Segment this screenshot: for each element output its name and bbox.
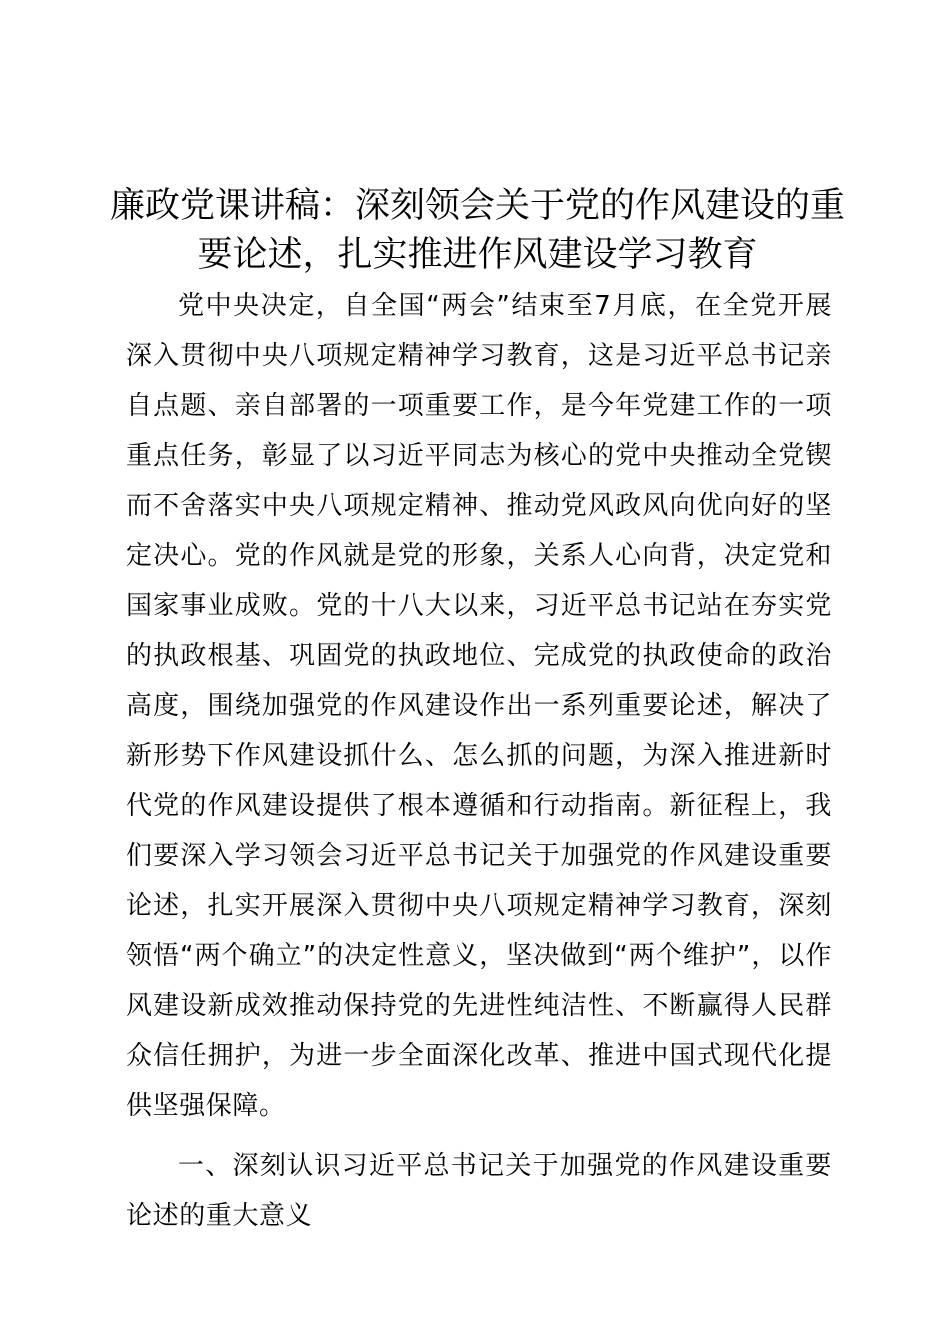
document-title: 廉政党课讲稿：深刻领会关于党的作风建设的重要论述，扎实推进作风建设学习教育 <box>110 186 846 275</box>
document-body <box>126 281 832 1241</box>
section-heading: 一、深刻认识习近平总书记关于加强党的作风建设重要论述的重大意义 <box>126 1151 832 1231</box>
body-paragraph: 党中央决定，自全国“两会”结束至7月底，在全党开展深入贯彻中央八项规定精神学习教育，这是习近平总书记亲自点题、亲自部署的一项重要工作，是今年党建工作的一项重点任务，彰显了以习近平同志为核心的党中央推动全党锲而不舍落实中央八项规定精神、推动党风政风向优向好的坚定决心。党的作风就是党的形象，关系人心向背，决定党和国家事业成败。党的十八大以来，习近平总书记站在夯实党的执政根基、巩固党的执政地位、完成党的执政使命的政治高度，围绕加强党的作风建设作出一系列重要论述，解决了新形势下作风建设抓什么、怎么抓的问题，为深入推进新时代党的作风建设提供了根本遵循和行动指南。新征程上，我们要深入学习领会习近平总书记关于加强党的作风建设重要论述，扎实开展深入贯彻中央八项规定精神学习教育，深刻领悟“两个确立”的决定性意义，坚决做到“两个维护”，以作风建设新成效推动保持党的先进性纯洁性、不断赢得人民群众信任拥护，为进一步全面深化改革、推进中国式现代化提供坚强保障。 <box>126 291 832 1121</box>
